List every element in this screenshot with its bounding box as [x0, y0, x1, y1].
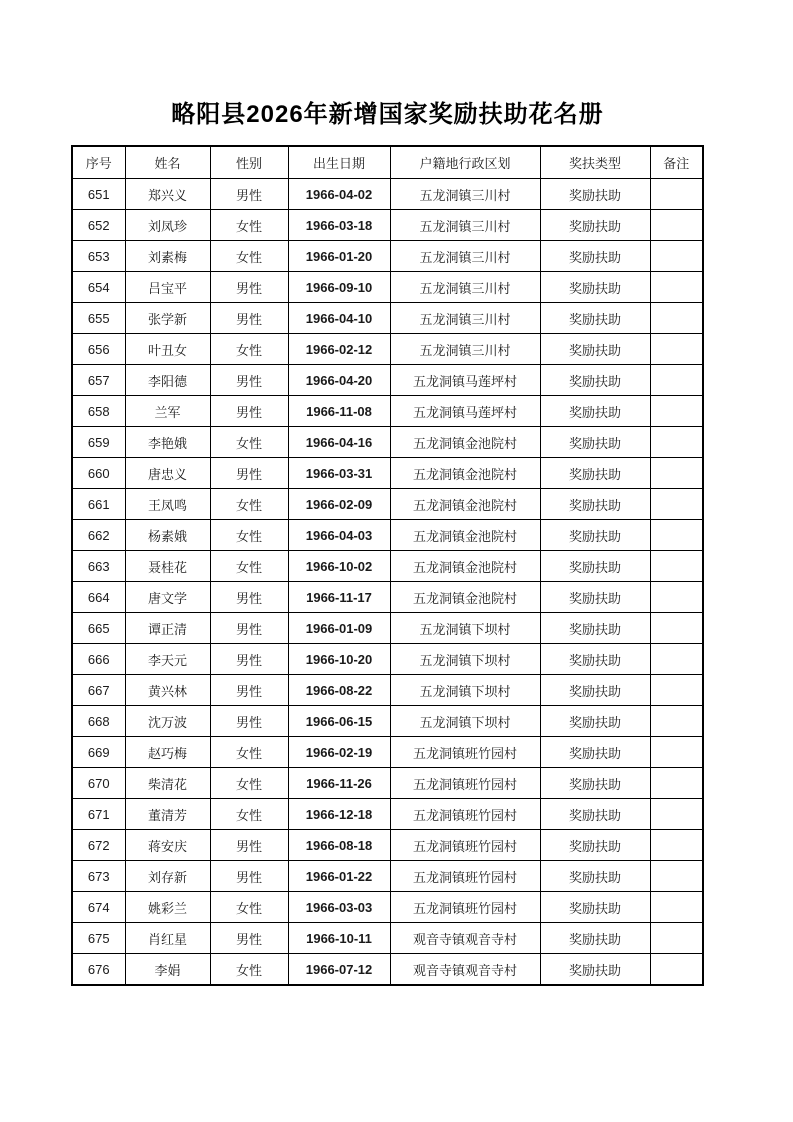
cell-type: 奖励扶助	[540, 892, 650, 923]
table-row	[72, 644, 703, 675]
cell-birth: 1966-10-11	[288, 923, 390, 954]
column-header-region: 户籍地行政区划	[390, 146, 540, 179]
cell-gender: 男性	[210, 861, 288, 892]
cell-birth: 1966-04-02	[288, 179, 390, 210]
cell-name: 李阳德	[125, 365, 210, 396]
cell-region: 五龙洞镇班竹园村	[390, 861, 540, 892]
cell-region: 五龙洞镇三川村	[390, 303, 540, 334]
cell-gender: 女性	[210, 489, 288, 520]
cell-remark	[650, 582, 703, 613]
cell-remark	[650, 551, 703, 582]
cell-seq: 675	[72, 923, 125, 954]
cell-birth: 1966-12-18	[288, 799, 390, 830]
cell-type: 奖励扶助	[540, 551, 650, 582]
cell-remark	[650, 830, 703, 861]
cell-gender: 男性	[210, 923, 288, 954]
cell-type: 奖励扶助	[540, 954, 650, 986]
cell-remark	[650, 427, 703, 458]
cell-type: 奖励扶助	[540, 303, 650, 334]
cell-name: 刘凤珍	[125, 210, 210, 241]
cell-type: 奖励扶助	[540, 768, 650, 799]
table-header-row	[72, 146, 703, 179]
cell-birth: 1966-01-09	[288, 613, 390, 644]
cell-gender: 男性	[210, 644, 288, 675]
cell-name: 沈万波	[125, 706, 210, 737]
cell-name: 王凤鸣	[125, 489, 210, 520]
cell-remark	[650, 675, 703, 706]
cell-region: 五龙洞镇金池院村	[390, 520, 540, 551]
cell-region: 五龙洞镇班竹园村	[390, 830, 540, 861]
cell-gender: 男性	[210, 272, 288, 303]
cell-birth: 1966-06-15	[288, 706, 390, 737]
table-row	[72, 489, 703, 520]
cell-remark	[650, 241, 703, 272]
cell-birth: 1966-11-17	[288, 582, 390, 613]
cell-type: 奖励扶助	[540, 582, 650, 613]
cell-remark	[650, 892, 703, 923]
cell-gender: 女性	[210, 210, 288, 241]
cell-seq: 652	[72, 210, 125, 241]
cell-birth: 1966-08-22	[288, 675, 390, 706]
cell-remark	[650, 179, 703, 210]
cell-remark	[650, 706, 703, 737]
cell-gender: 女性	[210, 954, 288, 986]
cell-remark	[650, 954, 703, 986]
cell-remark	[650, 613, 703, 644]
table-row	[72, 210, 703, 241]
cell-type: 奖励扶助	[540, 427, 650, 458]
cell-remark	[650, 520, 703, 551]
table-row	[72, 551, 703, 582]
table-row	[72, 861, 703, 892]
cell-gender: 女性	[210, 520, 288, 551]
cell-region: 五龙洞镇三川村	[390, 241, 540, 272]
cell-birth: 1966-02-19	[288, 737, 390, 768]
cell-region: 五龙洞镇金池院村	[390, 582, 540, 613]
cell-region: 五龙洞镇班竹园村	[390, 768, 540, 799]
cell-name: 李娟	[125, 954, 210, 986]
cell-seq: 661	[72, 489, 125, 520]
cell-region: 五龙洞镇金池院村	[390, 551, 540, 582]
table-row	[72, 272, 703, 303]
cell-name: 姚彩兰	[125, 892, 210, 923]
cell-birth: 1966-04-20	[288, 365, 390, 396]
cell-name: 赵巧梅	[125, 737, 210, 768]
cell-gender: 男性	[210, 179, 288, 210]
table-row	[72, 737, 703, 768]
cell-birth: 1966-11-26	[288, 768, 390, 799]
column-header-gender: 性别	[210, 146, 288, 179]
cell-type: 奖励扶助	[540, 179, 650, 210]
cell-birth: 1966-04-16	[288, 427, 390, 458]
cell-seq: 673	[72, 861, 125, 892]
table-row	[72, 675, 703, 706]
cell-gender: 男性	[210, 303, 288, 334]
table-row	[72, 365, 703, 396]
cell-seq: 656	[72, 334, 125, 365]
table-row	[72, 582, 703, 613]
cell-type: 奖励扶助	[540, 613, 650, 644]
column-header-type: 奖扶类型	[540, 146, 650, 179]
cell-type: 奖励扶助	[540, 737, 650, 768]
cell-type: 奖励扶助	[540, 458, 650, 489]
cell-gender: 女性	[210, 551, 288, 582]
cell-seq: 666	[72, 644, 125, 675]
cell-seq: 659	[72, 427, 125, 458]
roster-table	[71, 145, 704, 986]
cell-seq: 658	[72, 396, 125, 427]
column-header-remark: 备注	[650, 146, 703, 179]
cell-region: 五龙洞镇金池院村	[390, 427, 540, 458]
cell-name: 蒋安庆	[125, 830, 210, 861]
table-body	[72, 179, 703, 986]
cell-seq: 665	[72, 613, 125, 644]
cell-name: 肖红星	[125, 923, 210, 954]
cell-name: 李天元	[125, 644, 210, 675]
cell-gender: 男性	[210, 675, 288, 706]
cell-name: 唐忠义	[125, 458, 210, 489]
cell-seq: 662	[72, 520, 125, 551]
cell-birth: 1966-04-03	[288, 520, 390, 551]
cell-gender: 男性	[210, 582, 288, 613]
cell-birth: 1966-08-18	[288, 830, 390, 861]
cell-type: 奖励扶助	[540, 520, 650, 551]
table-row	[72, 799, 703, 830]
cell-seq: 668	[72, 706, 125, 737]
cell-gender: 女性	[210, 737, 288, 768]
cell-seq: 654	[72, 272, 125, 303]
column-header-name: 姓名	[125, 146, 210, 179]
cell-seq: 660	[72, 458, 125, 489]
cell-name: 柴清花	[125, 768, 210, 799]
cell-remark	[650, 272, 703, 303]
table-row	[72, 830, 703, 861]
cell-gender: 男性	[210, 458, 288, 489]
cell-type: 奖励扶助	[540, 675, 650, 706]
cell-seq: 671	[72, 799, 125, 830]
cell-name: 刘存新	[125, 861, 210, 892]
cell-type: 奖励扶助	[540, 334, 650, 365]
cell-seq: 653	[72, 241, 125, 272]
cell-seq: 667	[72, 675, 125, 706]
cell-name: 聂桂花	[125, 551, 210, 582]
cell-remark	[650, 489, 703, 520]
cell-region: 观音寺镇观音寺村	[390, 923, 540, 954]
table-row	[72, 179, 703, 210]
column-header-birth: 出生日期	[288, 146, 390, 179]
cell-region: 观音寺镇观音寺村	[390, 954, 540, 986]
cell-seq: 670	[72, 768, 125, 799]
cell-type: 奖励扶助	[540, 923, 650, 954]
cell-gender: 男性	[210, 365, 288, 396]
cell-remark	[650, 365, 703, 396]
cell-type: 奖励扶助	[540, 799, 650, 830]
cell-name: 张学新	[125, 303, 210, 334]
cell-remark	[650, 768, 703, 799]
table-row	[72, 768, 703, 799]
cell-region: 五龙洞镇下坝村	[390, 706, 540, 737]
cell-birth: 1966-03-31	[288, 458, 390, 489]
cell-region: 五龙洞镇马莲坪村	[390, 396, 540, 427]
page-title: 略阳县2026年新增国家奖励扶助花名册	[171, 101, 604, 128]
cell-type: 奖励扶助	[540, 241, 650, 272]
cell-birth: 1966-03-03	[288, 892, 390, 923]
cell-seq: 674	[72, 892, 125, 923]
cell-name: 郑兴义	[125, 179, 210, 210]
cell-region: 五龙洞镇金池院村	[390, 458, 540, 489]
cell-type: 奖励扶助	[540, 365, 650, 396]
cell-gender: 女性	[210, 427, 288, 458]
column-header-seq: 序号	[72, 146, 125, 179]
cell-region: 五龙洞镇班竹园村	[390, 892, 540, 923]
cell-region: 五龙洞镇三川村	[390, 210, 540, 241]
cell-seq: 672	[72, 830, 125, 861]
cell-region: 五龙洞镇三川村	[390, 334, 540, 365]
table-row	[72, 613, 703, 644]
table-row	[72, 706, 703, 737]
cell-gender: 男性	[210, 830, 288, 861]
cell-seq: 663	[72, 551, 125, 582]
table-row	[72, 954, 703, 986]
cell-name: 吕宝平	[125, 272, 210, 303]
cell-gender: 男性	[210, 706, 288, 737]
cell-region: 五龙洞镇下坝村	[390, 613, 540, 644]
cell-region: 五龙洞镇下坝村	[390, 644, 540, 675]
cell-birth: 1966-11-08	[288, 396, 390, 427]
cell-gender: 女性	[210, 334, 288, 365]
cell-remark	[650, 923, 703, 954]
cell-birth: 1966-07-12	[288, 954, 390, 986]
table-row	[72, 396, 703, 427]
cell-name: 刘素梅	[125, 241, 210, 272]
cell-name: 李艳娥	[125, 427, 210, 458]
cell-remark	[650, 210, 703, 241]
cell-gender: 男性	[210, 613, 288, 644]
cell-region: 五龙洞镇班竹园村	[390, 799, 540, 830]
cell-region: 五龙洞镇三川村	[390, 179, 540, 210]
cell-name: 叶丑女	[125, 334, 210, 365]
cell-seq: 655	[72, 303, 125, 334]
cell-seq: 657	[72, 365, 125, 396]
cell-type: 奖励扶助	[540, 830, 650, 861]
cell-name: 董清芳	[125, 799, 210, 830]
cell-seq: 664	[72, 582, 125, 613]
cell-birth: 1966-02-12	[288, 334, 390, 365]
cell-birth: 1966-02-09	[288, 489, 390, 520]
cell-region: 五龙洞镇班竹园村	[390, 737, 540, 768]
cell-birth: 1966-01-20	[288, 241, 390, 272]
cell-type: 奖励扶助	[540, 210, 650, 241]
table-row	[72, 923, 703, 954]
cell-gender: 女性	[210, 799, 288, 830]
cell-remark	[650, 737, 703, 768]
cell-gender: 男性	[210, 396, 288, 427]
cell-birth: 1966-10-20	[288, 644, 390, 675]
cell-name: 兰军	[125, 396, 210, 427]
table-row	[72, 458, 703, 489]
cell-remark	[650, 396, 703, 427]
cell-name: 谭正清	[125, 613, 210, 644]
cell-remark	[650, 799, 703, 830]
cell-remark	[650, 861, 703, 892]
cell-type: 奖励扶助	[540, 861, 650, 892]
table-row	[72, 334, 703, 365]
table-row	[72, 427, 703, 458]
cell-birth: 1966-03-18	[288, 210, 390, 241]
cell-type: 奖励扶助	[540, 272, 650, 303]
cell-type: 奖励扶助	[540, 396, 650, 427]
cell-birth: 1966-10-02	[288, 551, 390, 582]
table-row	[72, 520, 703, 551]
cell-name: 唐文学	[125, 582, 210, 613]
cell-remark	[650, 334, 703, 365]
cell-seq: 669	[72, 737, 125, 768]
cell-region: 五龙洞镇马莲坪村	[390, 365, 540, 396]
cell-birth: 1966-04-10	[288, 303, 390, 334]
cell-type: 奖励扶助	[540, 644, 650, 675]
cell-remark	[650, 303, 703, 334]
cell-region: 五龙洞镇下坝村	[390, 675, 540, 706]
table-row	[72, 303, 703, 334]
table-row	[72, 892, 703, 923]
cell-type: 奖励扶助	[540, 489, 650, 520]
cell-name: 黄兴林	[125, 675, 210, 706]
cell-gender: 女性	[210, 892, 288, 923]
cell-birth: 1966-09-10	[288, 272, 390, 303]
cell-type: 奖励扶助	[540, 706, 650, 737]
cell-remark	[650, 644, 703, 675]
cell-gender: 女性	[210, 241, 288, 272]
cell-name: 杨素娥	[125, 520, 210, 551]
cell-birth: 1966-01-22	[288, 861, 390, 892]
cell-seq: 651	[72, 179, 125, 210]
cell-region: 五龙洞镇金池院村	[390, 489, 540, 520]
cell-gender: 女性	[210, 768, 288, 799]
cell-remark	[650, 458, 703, 489]
table-row	[72, 241, 703, 272]
cell-region: 五龙洞镇三川村	[390, 272, 540, 303]
cell-seq: 676	[72, 954, 125, 986]
